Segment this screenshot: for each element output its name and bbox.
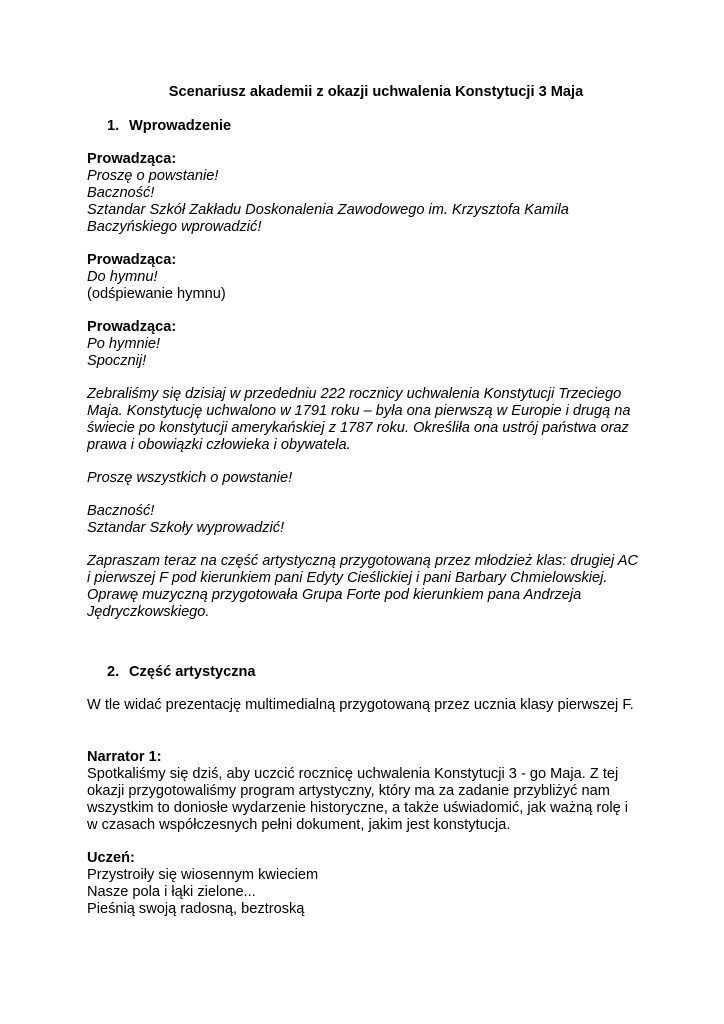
dialogue-block-3 bbox=[87, 319, 647, 370]
speaker-label: Uczeń: bbox=[87, 850, 135, 866]
paragraph-line: Maja. Konstytucję uchwalono w 1791 roku – była ona pierwszą w Europie i drugą na bbox=[87, 403, 631, 419]
paragraph-line: prawa i obowiązki człowieka i obywatela. bbox=[87, 437, 351, 453]
poem-line: Nasze pola i łąki zielone... bbox=[87, 884, 256, 900]
background-paragraph: W tle widać prezentację multimedialną przygotowaną przez ucznia klasy pierwszej F. bbox=[87, 697, 634, 713]
section-heading-introduction bbox=[87, 118, 647, 135]
intro-paragraph bbox=[87, 386, 647, 454]
paragraph-line: Jędryczkowskiego. bbox=[87, 604, 210, 620]
paragraph-line: i pierwszej F pod kierunkiem pani Edyty Cieślickiej i pani Barbary Chmielowskiej. bbox=[87, 570, 608, 586]
flag-paragraph bbox=[87, 503, 647, 537]
dialogue-line: okazji przygotowaliśmy program artystyczny, który ma za zadanie przybliżyć nam bbox=[87, 783, 610, 799]
speaker-label: Prowadząca: bbox=[87, 252, 177, 268]
dialogue-line: Sztandar Szkół Zakładu Doskonalenia Zawodowego im. Krzysztofa Kamila bbox=[87, 202, 569, 218]
dialogue-line: Spotkaliśmy się dziś, aby uczcić rocznicę uchwalenia Konstytucji 3 - go Maja. Z tej bbox=[87, 766, 619, 782]
section-title: Wprowadzenie bbox=[129, 118, 232, 134]
poem-line: Przystroiły się wiosennym kwieciem bbox=[87, 867, 319, 883]
dialogue-block-1 bbox=[87, 151, 647, 236]
paragraph-line: Baczność! bbox=[87, 503, 155, 519]
speaker-label: Prowadząca: bbox=[87, 319, 177, 335]
dialogue-line: Po hymnie! bbox=[87, 336, 161, 352]
paragraph-line: Oprawę muzyczną przygotowała Grupa Forte pod kierunkiem pana Andrzeja bbox=[87, 587, 582, 603]
document-page bbox=[87, 84, 647, 918]
dialogue-line: w czasach współczesnych pełni dokument, jakim jest konstytucja. bbox=[87, 817, 511, 833]
paragraph-line: Sztandar Szkoły wyprowadzić! bbox=[87, 520, 285, 536]
stage-direction: (odśpiewanie hymnu) bbox=[87, 286, 226, 302]
section-number: 1. bbox=[107, 118, 120, 134]
invite-paragraph bbox=[87, 553, 647, 621]
dialogue-line: Baczyńskiego wprowadzić! bbox=[87, 219, 262, 235]
dialogue-line: wszystkim to doniosłe wydarzenie historyczne, a także uświadomić, jak ważną rolę i bbox=[87, 800, 629, 816]
student-block bbox=[87, 850, 647, 918]
speaker-label: Prowadząca: bbox=[87, 151, 177, 167]
paragraph-line: Zebraliśmy się dzisiaj w przededniu 222 rocznicy uchwalenia Konstytucji Trzeciego bbox=[87, 386, 622, 402]
section-title: Część artystyczna bbox=[129, 664, 256, 680]
narrator-1-block bbox=[87, 749, 647, 834]
paragraph-line: Zapraszam teraz na część artystyczną przygotowaną przez młodzież klas: drugiej AC bbox=[87, 553, 638, 569]
poem-line: Pieśnią swoją radosną, beztroską bbox=[87, 901, 305, 917]
section-heading-artistic bbox=[87, 664, 647, 681]
dialogue-line: Baczność! bbox=[87, 185, 155, 201]
section-number: 2. bbox=[107, 664, 120, 680]
paragraph-line: świecie po konstytucji amerykańskiej z 1787 roku. Określiła ona ustrój państwa oraz bbox=[87, 420, 629, 436]
dialogue-line: Do hymnu! bbox=[87, 269, 158, 285]
dialogue-line: Proszę o powstanie! bbox=[87, 168, 219, 184]
speaker-label: Narrator 1: bbox=[87, 749, 162, 765]
stand-paragraph: Proszę wszystkich o powstanie! bbox=[87, 470, 293, 486]
dialogue-line: Spocznij! bbox=[87, 353, 147, 369]
document-title: Scenariusz akademii z okazji uchwalenia Konstytucji 3 Maja bbox=[168, 84, 584, 100]
dialogue-block-2 bbox=[87, 252, 647, 303]
